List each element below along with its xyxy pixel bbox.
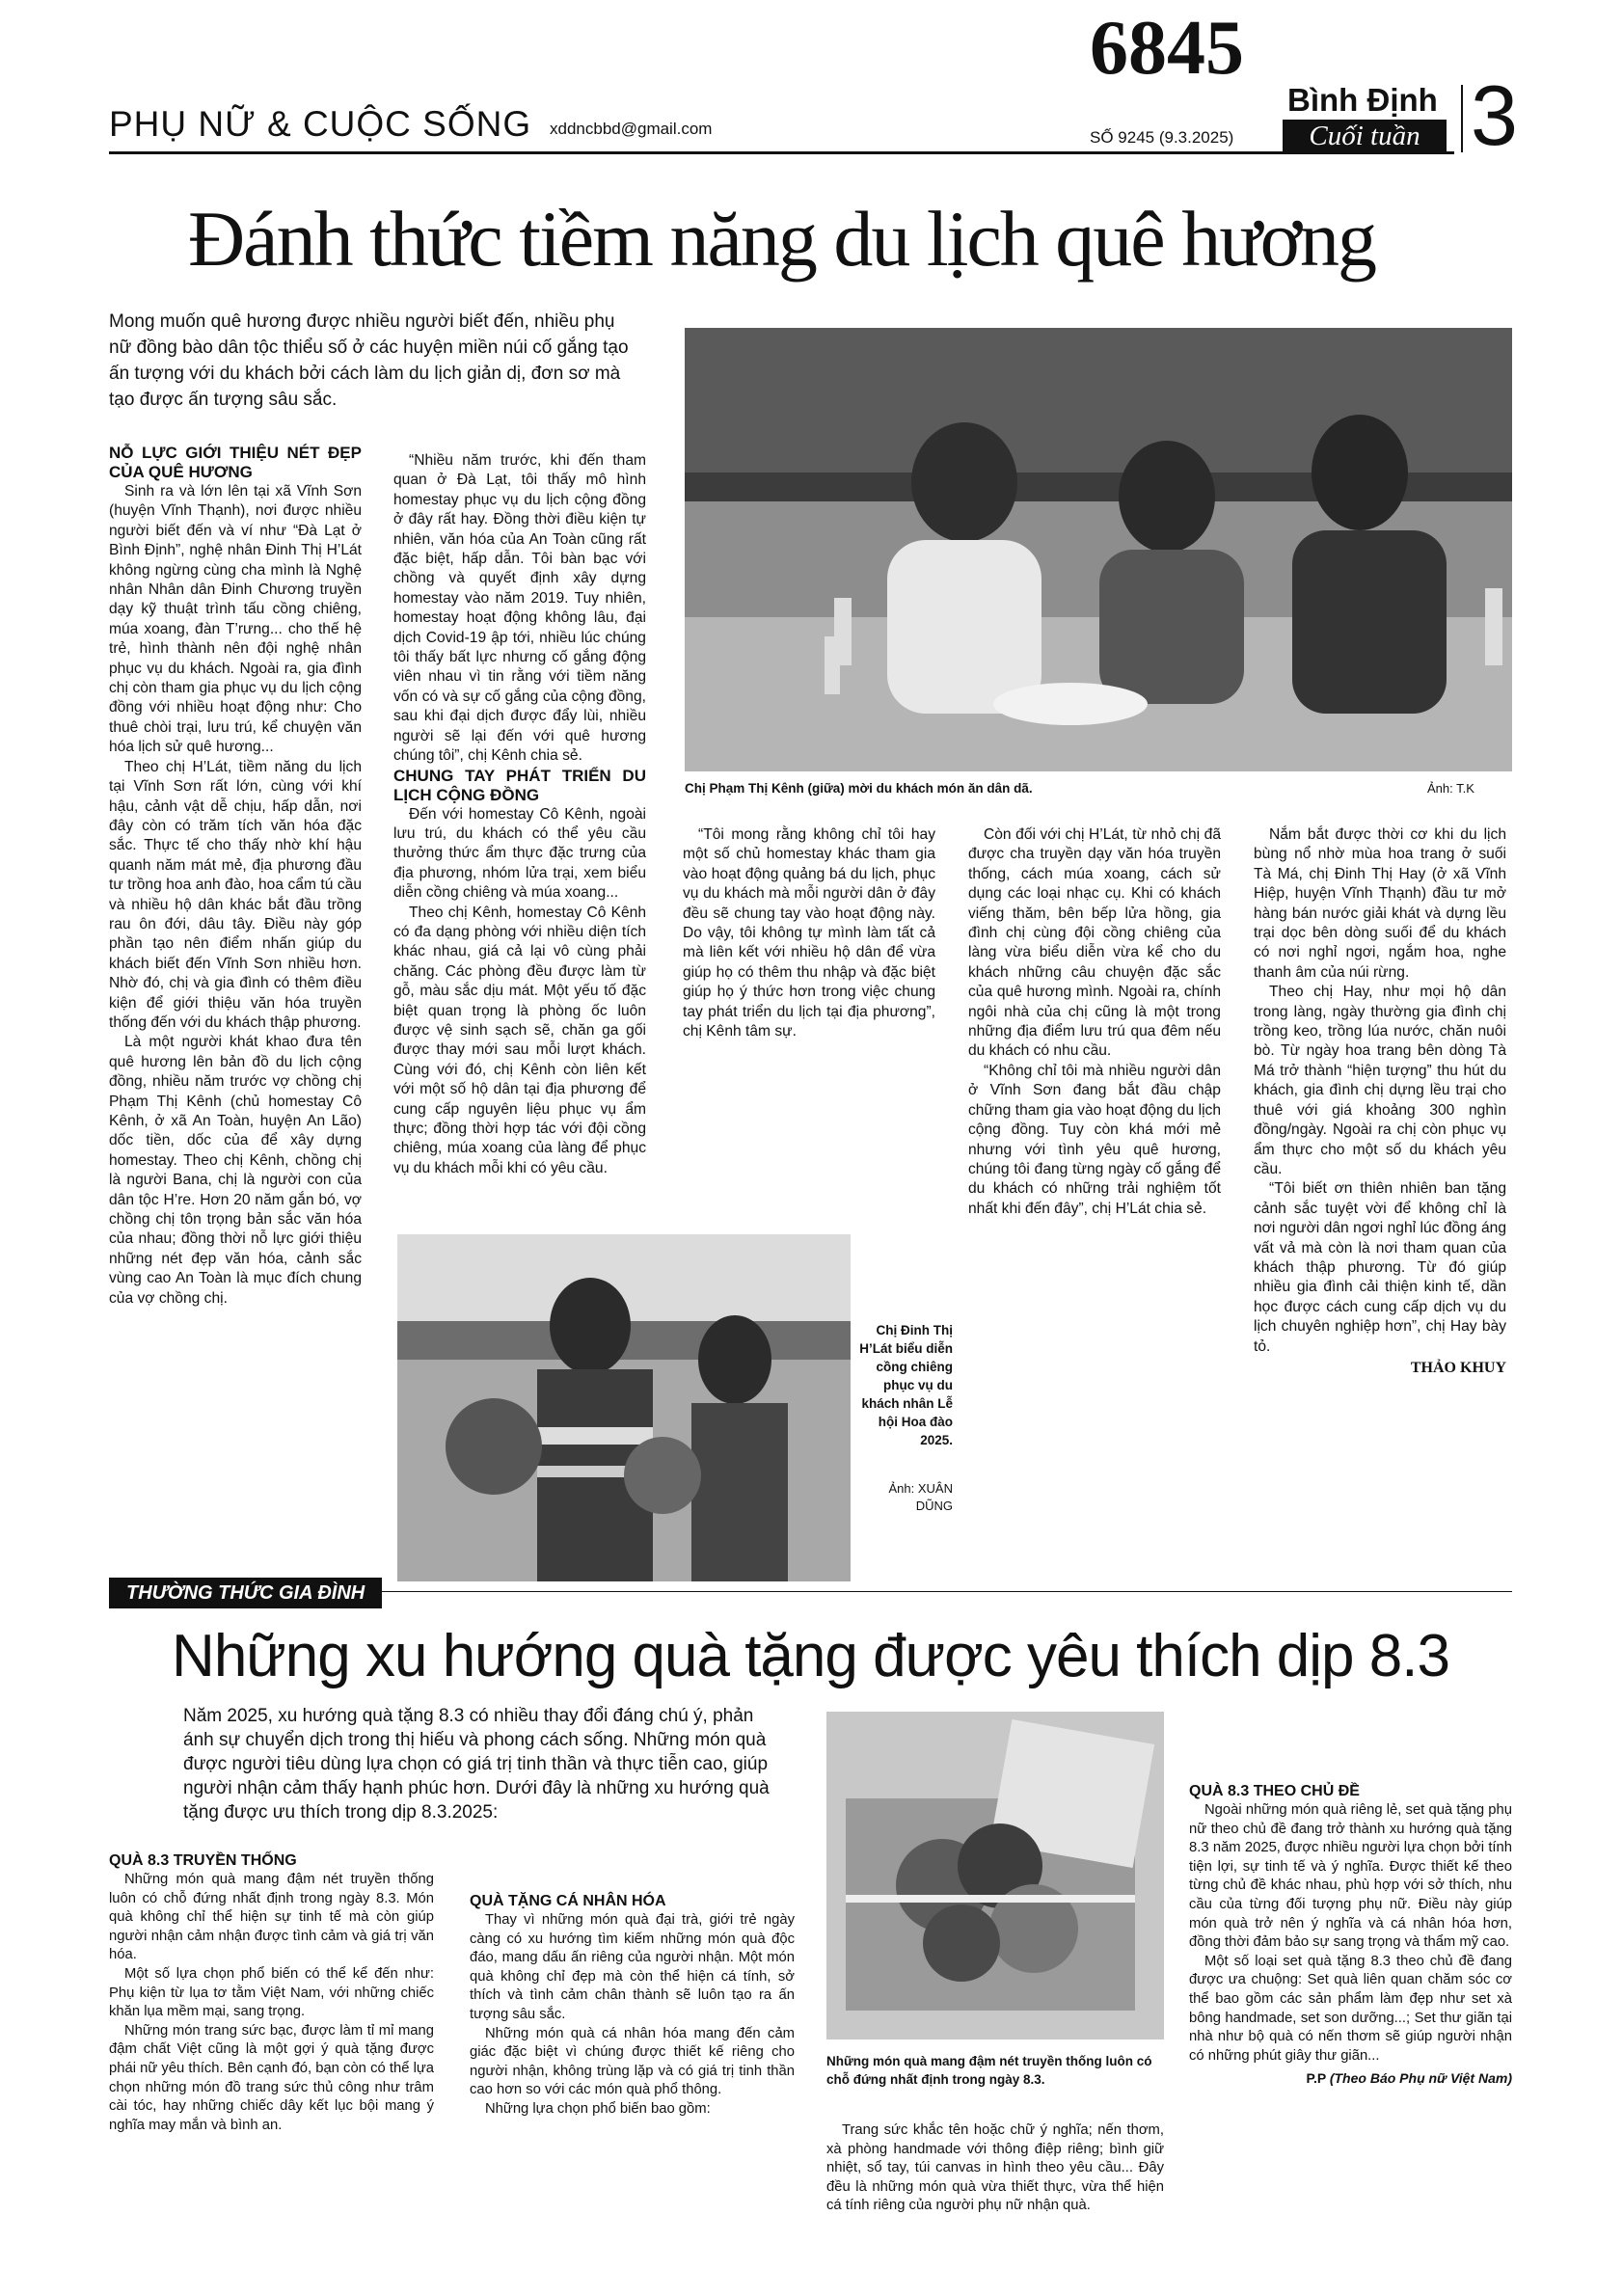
paragraph: “Nhiều năm trước, khi đến tham quan ở Đà Lạt, tôi thấy mô hình homestay phục vụ du lịch cộng đồng ở đây rất hay. Đồng thời điều kiện tự nhiên, văn hóa của An Toàn cũng rất đặc biệt, hấp dẫn. Tôi bàn bạc với chồng và quyết định xây dựng homestay vào năm 2019. Tuy nhiên, homestay hoạt động không lâu, đại dịch Covid-19 ập tới, nhiều lúc chúng tôi thấy bất lực nhưng cố gắng động viên nhau vì tin rằng với tiềm năng vốn có và sự cố gắng của cộng đồng, sau khi đại dịch được đẩy lùi, nhiều người sẽ lại đến với quê hương chúng tôi”, chị Kênh chia sẻ. [393,452,646,765]
photo-illustration [397,1234,851,1581]
article2-column-1 [109,1851,434,2135]
photo-gift-box [826,1712,1164,2039]
paragraph: Theo chị Kênh, homestay Cô Kênh có đa dạng phòng với nhiều diện tích khác nhau, giá cả lại vô cùng phải chăng. Các phòng đều được làm từ gỗ, màu sắc dịu mát. Một yếu tố đặc biệt quan trọng là phòng ốc luôn được vệ sinh sạch sẽ, chăn ga gối được thay mới sau mỗi lượt khách. Cùng với đó, chị Kênh còn liên kết với một số hộ dân tại địa phương để cung cấp nguyên liệu phục vụ ẩm thực; đồng thời hợp tác với đội cồng chiêng, múa xoang của làng để phục vụ du khách mỗi khi có yêu cầu. [393,904,646,1176]
article1-column-2 [393,451,646,1178]
byline-author: P.P [1306,2070,1326,2087]
subheading-themed: QUÀ 8.3 THEO CHỦ ĐỀ [1189,1783,1360,1799]
article2-column-3 [826,2121,1164,2216]
page-number: 3 [1471,68,1518,163]
photo-illustration [826,1712,1164,2039]
masthead-divider [1461,85,1463,152]
paragraph: Theo chị H’Lát, tiềm năng du lịch tại Vĩnh Sơn rất lớn, cùng với khí hậu, cảnh vật dễ chịu, hấp dẫn, nơi đây còn có trăm tích văn hóa đặc sắc. Thực tế cho thấy nhờ khí hậu quanh năm mát mẻ, địa phương đầu tư trồng hoa anh đào, hoa cẩm tú cầu và nhiều hộ dân khác bắt đầu trồng rau ôn đới, dâu tây. Điều này góp phần tạo nên điểm nhấn giúp du khách biết đến Vĩnh Sơn nhiều hơn. Nhờ đó, chị và gia đình có thêm điều kiện để giới thiệu văn hóa truyền thống đến với du khách thập phương. [109,758,362,1031]
subheading-traditional: QUÀ 8.3 TRUYỀN THỐNG [109,1852,297,1869]
page-code: 6845 [1090,6,1244,91]
photo-illustration [685,328,1512,771]
paragraph: Theo chị Hay, như mọi hộ dân trong làng, ngày thường gia đình chị trồng keo, trồng lúa nước, chăn nuôi bò. Từ ngày hoa trang bên dòng Tà Má trở thành “hiện tượng” thu hút du khách, gia đình chị dựng lều trại cho thuê với giá khoảng 300 nghìn đồng/ngày. Ngoài ra chị còn phục vụ ẩm thực cho một số du khách yêu cầu. [1254,984,1506,1177]
paragraph: Là một người khát khao đưa tên quê hương lên bản đồ du lịch cộng đồng, nhiều năm trước vợ chồng chị Phạm Thị Kênh (chủ homestay Cô Kênh, ở xã An Toàn, huyện An Lão) dốc tiền, dốc của để xây dựng homestay. Theo chị Kênh, chồng chị là người Bana, chị là người con của dân tộc H’re. Hơn 20 năm gắn bó, vợ chồng chị tôn trọng bản sắc văn hóa của nhau; đồng thời nỗ lực giới thiệu những nét đẹp văn hóa, cảnh sắc vùng cao An Toàn là mục đích chung của vợ chồng chị. [109,1034,362,1307]
photo-gong-performance [397,1234,851,1581]
photo2-credit: Ảnh: XUÂN DŨNG [888,1481,953,1513]
paragraph: Ngoài những món quà riêng lẻ, set quà tặng phụ nữ theo chủ đề đang trở thành xu hướng quà tặng 8.3 năm 2025, được nhiều người lựa chọn bởi tính tiện lợi, sự tinh tế và ý nghĩa. Được thiết kế theo từng chủ đề khác nhau, phù hợp với sở thích, nhu cầu của từng đối tượng phụ nữ. Điều này giúp món quà trở nên ý nghĩa và cá nhân hóa hơn, đồng thời đảm bảo sự sang trọng và thẩm mỹ cao. [1189,1802,1512,1951]
paragraph: Những món quà cá nhân hóa mang đến cảm giác đặc biệt vì chúng được thiết kế riêng cho người nhận, không trùng lặp và có giá trị tinh thần cao hơn so với các món quà phổ thông. [470,2025,795,2098]
paragraph: “Không chỉ tôi mà nhiều người dân ở Vĩnh Sơn đang bắt đầu chập chững tham gia vào hoạt động du lịch cộng đồng. Tuy còn khá mới mẻ nhưng với tình yêu quê hương, chúng tôi đang từng ngày cố gắng để du khách có những trải nghiệm tốt nhất khi đến đây”, chị H’Lát chia sẻ. [968,1062,1221,1217]
article2-column-4 [1189,1782,1512,2089]
photo-women-serving-food [685,328,1512,771]
paragraph: Những món trang sức bạc, được làm tỉ mỉ mang đậm chất Việt cũng là một gợi ý quà tặng được phái nữ yêu thích. Bên cạnh đó, bạn còn có thể lựa chọn những món đồ trang sức thủ công như trâm cài tóc, hay những chiếc dây kết lục bội mang ý nghĩa may mắn và bình an. [109,2022,434,2133]
photo2-caption: Chị Đinh Thị H’Lát biểu diễn cồng chiêng phục vụ du khách nhân Lễ hội Hoa đào 2025. [859,1323,953,1447]
author-byline: THẢO KHUY [1410,1359,1506,1376]
subheading-2: CHUNG TAY PHÁT TRIỂN DU LỊCH CỘNG ĐỒNG [393,766,646,804]
paragraph: Đến với homestay Cô Kênh, ngoài lưu trú, du khách có thể yêu cầu thưởng thức ẩm thực đặc trưng của địa phương, nhóm lửa trại, xem biểu diễn cồng chiêng và múa xoang... [393,805,646,902]
paragraph: Những lựa chọn phổ biến bao gồm: [485,2100,711,2117]
byline-source: (Theo Báo Phụ nữ Việt Nam) [1329,2070,1512,2087]
gift-photo-caption: Những món quà mang đậm nét truyền thống luôn có chỗ đứng nhất định trong ngày 8.3. [826,2054,1152,2087]
paper-name: Bình Định [1287,82,1438,118]
article1-column-1 [109,444,362,1309]
article1-column-3 [683,825,935,1041]
article2-byline [1189,2069,1512,2089]
paragraph: Một số lựa chọn phổ biến có thể kể đến như: Phụ kiện từ lụa tơ tằm Việt Nam, với những chiếc khăn lụa mềm mại, sang trọng. [109,1965,434,2020]
paragraph: “Tôi biết ơn thiên nhiên ban tặng cảnh sắc tuyệt vời để không chỉ là nơi người dân ngơi nghỉ lúc đồng áng vất vả mà còn là nơi tham quan của khách thập phương. Từ đó giúp nhiều gia đình cải thiện kinh tế, dần học được cách cung cấp dịch vụ du lịch chuyên nghiệp hơn”, chị Hay bày tỏ. [1254,1180,1506,1355]
article1-column-4 [968,825,1221,1219]
article-lead: Mong muốn quê hương được nhiều người biết đến, nhiều phụ nữ đồng bào dân tộc thiểu số ở các huyện miền núi cố gắng tạo ấn tượng với du khách bởi cách làm du lịch giản dị, đơn sơ mà tạo được ấn tượng sâu sắc. [109,311,629,410]
paragraph: Trang sức khắc tên hoặc chữ ý nghĩa; nến thơm, xà phòng handmade với thông điệp riêng; bình giữ nhiệt, sổ tay, túi canvas in hình theo yêu cầu... Đây đều là những món quà vừa thiết thực, vừa thể hiện cá tính riêng của người phụ nữ nhận quà. [826,2122,1164,2214]
article2-title: Những xu hướng quà tặng được yêu thích dịp 8.3 [172,1623,1449,1689]
issue-number: SỐ 9245 (9.3.2025) [1090,128,1234,147]
article1-column-5 [1254,825,1506,1378]
header-rule [109,151,1454,154]
article-title: Đánh thức tiềm năng du lịch quê hương [187,195,1376,283]
subheading-1: NỖ LỰC GIỚI THIỆU NÉT ĐẸP CỦA QUÊ HƯƠNG [109,444,362,481]
photo1-credit: Ảnh: T.K [1427,781,1474,796]
article2-column-2 [470,1892,795,2120]
paragraph: Một số loại set quà tặng 8.3 theo chủ đề đang được ưa chuộng: Set quà liên quan chăm sóc cơ thể bao gồm các sản phẩm làm đẹp như set xà bông handmade, set son dưỡng...; Set thư giãn tại nhà như bộ quà có nến thơm sẽ giúp người nhận có những phút giây thư giãn... [1189,1953,1512,2064]
paragraph: Nắm bắt được thời cơ khi du lịch bùng nổ nhờ mùa hoa trang ở suối Tà Má, chị Đinh Thị Hay (ở xã Vĩnh Hiệp, huyện Vĩnh Thạnh) đầu tư mở hàng bán nước giải khát và dựng lều trại dọc bên dòng suối để du khách có nơi nghỉ ngơi, ngắm hoa, nghe thanh âm của núi rừng. [1254,826,1506,981]
paragraph: Sinh ra và lớn lên tại xã Vĩnh Sơn (huyện Vĩnh Thạnh), nơi được nhiều người biết đến và ví như “Đà Lạt ở Bình Định”, nghệ nhân Đinh Thị H’Lát không ngừng cùng cha mình là Nghệ nhân Nhân dân Đinh Chương truyền dạy kỹ thuật trình tấu cồng chiêng, múa xoang, đàn T’rưng... cho thế hệ trẻ, hình thành nên đội nghệ nhân phục vụ du khách. Ngoài ra, gia đình chị còn tham gia phục vụ du lịch cộng đồng với nhiều hoạt động như: Cho thuê chòi trại, lưu trú, kể chuyện văn hóa lịch sử quê hương... [109,483,362,756]
paragraph: Còn đối với chị H’Lát, từ nhỏ chị đã được cha truyền dạy văn hóa truyền thống, cách múa xoang, cách sử dụng các loại nhạc cụ. Khi có khách viếng thăm, bên bếp lửa hồng, gia đình chị cùng đội cồng chiêng của làng vừa biểu diễn vừa kể cho du khách những câu chuyện đặc sắc của quê hương mình. Ngoài ra, chính ngôi nhà của chị cũng là một trong những địa điểm lưu trú qua đêm nếu du khách có nhu cầu. [968,826,1221,1060]
subheading-personalized: QUÀ TẶNG CÁ NHÂN HÓA [470,1893,666,1909]
paragraph: Những món quà mang đậm nét truyền thống luôn có chỗ đứng nhất định trong ngày 8.3. Món quà không chỉ thể hiện sự tinh tế mà còn giúp người nhận cảm nhận được tình cảm và giá trị văn hóa. [109,1872,434,1963]
rubric-label: THƯỜNG THỨC GIA ĐÌNH [109,1578,382,1608]
photo1-caption: Chị Phạm Thị Kênh (giữa) mời du khách món ăn dân dã. [685,781,1033,796]
contact-email[interactable]: xddncbbd@gmail.com [550,120,713,138]
article2-lead: Năm 2025, xu hướng quà tặng 8.3 có nhiều thay đổi đáng chú ý, phản ánh sự chuyển dịch trong thị hiếu và phong cách sống. Những món quà được người tiêu dùng lựa chọn có giá trị tinh thần và thực tiễn cao, giúp người nhận cảm thấy hạnh phúc hơn. Dưới đây là những xu hướng quà tặng được ưu thích trong dịp 8.3.2025: [183,1706,770,1823]
section-label: PHỤ NỮ & CUỘC SỐNG [109,104,532,144]
paragraph: “Tôi mong rằng không chỉ tôi hay một số chủ homestay khác tham gia vào hoạt động quảng bá du lịch, phục vụ du khách mà mỗi người dân ở đây đều sẽ chung tay vào hoạt động này. Do vậy, tôi không tự mình làm tất cả mà liên kết với nhiều hộ dân để vừa giúp họ có thêm thu nhập và đặc biệt giúp họ ý thức hơn trong việc chung tay phát triển du lịch tại địa phương”, chị Kênh tâm sự. [683,826,935,1040]
paragraph: Thay vì những món quà đại trà, giới trẻ ngày càng có xu hướng tìm kiếm những món quà độc đáo, mang dấu ấn riêng của người nhận. Một món quà không chỉ đẹp mà còn thể hiện cá tính, sở thích và tình cảm chân thành sẽ luôn tạo ra ấn tượng sâu sắc. [470,1912,795,2022]
paper-subtitle: Cuối tuần [1283,120,1447,152]
